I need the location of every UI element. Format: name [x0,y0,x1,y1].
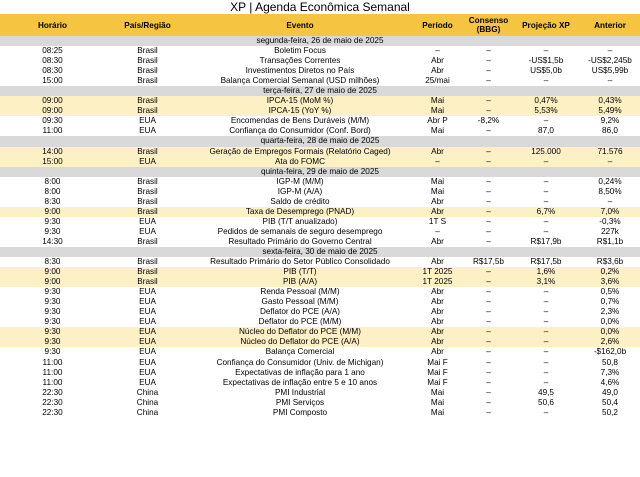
table-cell: – [512,177,580,187]
table-cell: 1T S [410,217,465,227]
table-cell: – [465,237,512,247]
day-header-row [0,247,640,257]
table-cell: 9:30 [0,327,105,337]
table-cell: 0,5% [580,287,640,297]
table-cell: IGP-M (A/A) [190,187,410,197]
table-cell: 1T 2025 [410,277,465,287]
table-cell: 6,7% [512,207,580,217]
table-cell: – [512,337,580,347]
table-cell: Abr [410,297,465,307]
table-cell: – [465,307,512,317]
table-cell: 1T 2025 [410,267,465,277]
table-cell: – [512,197,580,207]
table-cell: – [410,46,465,56]
table-cell: 11:00 [0,368,105,378]
table-row [0,347,640,357]
table-row [0,187,640,197]
column-header: Consenso (BBG) [465,14,512,36]
table-cell: Abr [410,347,465,357]
table-cell: R$3,6b [580,257,640,267]
table-cell: – [512,327,580,337]
table-cell: Encomendas de Bens Duráveis (M/M) [190,116,410,126]
table-cell: – [465,347,512,357]
table-cell: 3,6% [580,277,640,287]
table-cell: – [580,157,640,167]
table-cell: China [105,408,190,418]
table-cell: Brasil [105,207,190,217]
table-cell: Abr [410,317,465,327]
table-cell: EUA [105,126,190,136]
day-label: segunda-feira, 26 de maio de 2025 [0,36,640,46]
table-cell: EUA [105,227,190,237]
table-cell: – [512,368,580,378]
table-cell: Núcleo do Deflator do PCE (A/A) [190,337,410,347]
table-row [0,408,640,418]
table-cell: Mai [410,106,465,116]
table-cell: 09:00 [0,106,105,116]
table-cell: 9:30 [0,317,105,327]
day-label: sexta-feira, 30 de maio de 2025 [0,247,640,257]
table-row [0,177,640,187]
table-cell: 0,2% [580,267,640,277]
table-cell: 7,3% [580,368,640,378]
table-cell: Gasto Pessoal (M/M) [190,297,410,307]
day-header-row [0,36,640,46]
table-cell: 9:00 [0,207,105,217]
table-cell: EUA [105,327,190,337]
table-cell: Geração de Empregos Formais (Relatório Caged) [190,147,410,157]
table-cell: Núcleo do Deflator do PCE (M/M) [190,327,410,337]
table-cell: Mai F [410,378,465,388]
column-header: Anterior [580,14,640,36]
table-cell: – [465,388,512,398]
column-header: Projeção XP [512,14,580,36]
table-cell: Balança Comercial Semanal (USD milhões) [190,76,410,86]
table-cell: Brasil [105,66,190,76]
table-row [0,217,640,227]
table-cell: PMI Industrial [190,388,410,398]
table-cell: -8,2% [465,116,512,126]
table-row [0,106,640,116]
day-label: quinta-feira, 29 de maio de 2025 [0,167,640,177]
table-cell: Mai [410,187,465,197]
table-cell: Deflator do PCE (A/A) [190,307,410,317]
table-cell: 8:30 [0,257,105,267]
table-cell: EUA [105,358,190,368]
table-cell: Abr [410,207,465,217]
table-row [0,317,640,327]
table-cell: – [465,297,512,307]
table-cell: 9:30 [0,297,105,307]
table-cell: 09:00 [0,96,105,106]
table-cell: – [465,267,512,277]
table-cell: Brasil [105,147,190,157]
table-cell: -US$2,245b [580,56,640,66]
table-cell: Investimentos Diretos no País [190,66,410,76]
table-cell: 0,0% [580,327,640,337]
table-cell: Abr [410,327,465,337]
table-cell: 0,24% [580,177,640,187]
table-cell: EUA [105,157,190,167]
table-cell: Abr [410,237,465,247]
table-cell: IPCA-15 (MoM %) [190,96,410,106]
table-cell: 8,50% [580,187,640,197]
table-row [0,297,640,307]
table-cell: 25/mai [410,76,465,86]
table-row [0,277,640,287]
table-cell: Brasil [105,237,190,247]
table-cell: – [465,378,512,388]
table-cell: Brasil [105,177,190,187]
table-cell: – [465,217,512,227]
table-cell: Mai [410,126,465,136]
table-cell: – [512,317,580,327]
table-cell: Brasil [105,277,190,287]
table-cell: 11:00 [0,126,105,136]
table-row [0,368,640,378]
table-cell: – [512,287,580,297]
table-row [0,388,640,398]
table-cell: – [465,66,512,76]
table-cell: PIB (T/T) [190,267,410,277]
table-cell: Mai [410,177,465,187]
table-cell: 87,0 [512,126,580,136]
day-header-row [0,167,640,177]
table-cell: China [105,388,190,398]
table-cell: – [512,187,580,197]
table-cell: Expectativas de inflação para 1 ano [190,368,410,378]
table-cell: 2,3% [580,307,640,317]
table-cell: Mai F [410,368,465,378]
table-cell: 22:30 [0,408,105,418]
table-cell: PIB (T/T anualizado) [190,217,410,227]
table-cell: Abr [410,337,465,347]
column-header: Evento [190,14,410,36]
table-cell: Deflator do PCE (M/M) [190,317,410,327]
table-cell: 4,6% [580,378,640,388]
table-body [0,36,640,418]
table-cell: 15:00 [0,76,105,86]
table-cell: EUA [105,337,190,347]
table-cell: 9:30 [0,217,105,227]
table-cell: 50,6 [512,398,580,408]
table-cell: – [512,217,580,227]
table-cell: R$17,5b [512,257,580,267]
table-cell: Abr [410,287,465,297]
table-cell: Ata do FOMC [190,157,410,167]
table-row [0,257,640,267]
table-cell: EUA [105,116,190,126]
table-cell: – [465,126,512,136]
table-cell: 8:30 [0,197,105,207]
table-cell: – [580,76,640,86]
day-label: quarta-feira, 28 de maio de 2025 [0,136,640,146]
table-cell: – [512,116,580,126]
table-row [0,56,640,66]
table-row [0,287,640,297]
table-cell: – [512,157,580,167]
table-cell: – [465,368,512,378]
table-row [0,267,640,277]
table-cell: Transações Correntes [190,56,410,66]
table-cell: – [465,96,512,106]
table-cell: Saldo de crédito [190,197,410,207]
table-row [0,76,640,86]
table-cell: – [410,157,465,167]
table-cell: 86,0 [580,126,640,136]
table-cell: 08:25 [0,46,105,56]
table-cell: R$17,5b [465,257,512,267]
page-title: XP | Agenda Econômica Semanal [230,0,410,14]
table-cell: 9:00 [0,267,105,277]
table-cell: EUA [105,368,190,378]
table-cell: EUA [105,378,190,388]
table-cell: 22:30 [0,398,105,408]
table-cell: – [465,56,512,66]
table-cell: 14:00 [0,147,105,157]
table-cell: 9:00 [0,277,105,287]
table-row [0,327,640,337]
table-cell: PIB (A/A) [190,277,410,287]
table-cell: 227k [580,227,640,237]
table-cell: – [512,378,580,388]
table-header-row [0,14,640,36]
table-cell: EUA [105,297,190,307]
table-cell: – [580,197,640,207]
table-cell: 09:30 [0,116,105,126]
table-cell: 7,0% [580,207,640,217]
table-cell: 9:30 [0,287,105,297]
table-cell: 11:00 [0,378,105,388]
table-cell: – [465,46,512,56]
table-row [0,96,640,106]
table-cell: – [465,317,512,327]
table-cell: Brasil [105,257,190,267]
table-cell: Resultado Primário do Governo Central [190,237,410,247]
table-row [0,307,640,317]
table-cell: Brasil [105,197,190,207]
table-cell: 9:30 [0,227,105,237]
table-cell: Taxa de Desemprego (PNAD) [190,207,410,217]
table-row [0,66,640,76]
table-cell: 14:30 [0,237,105,247]
table-cell: Mai [410,398,465,408]
table-cell: 08:30 [0,56,105,66]
table-row [0,197,640,207]
table-cell: – [512,408,580,418]
table-cell: Abr [410,307,465,317]
table-cell: – [465,106,512,116]
table-cell: 0,7% [580,297,640,307]
table-cell: – [465,76,512,86]
table-cell: Renda Pessoal (M/M) [190,287,410,297]
table-cell: – [580,46,640,56]
table-cell: PMI Serviços [190,398,410,408]
column-header: Período [410,14,465,36]
table-cell: EUA [105,317,190,327]
table-cell: 125.000 [512,147,580,157]
table-row [0,46,640,56]
table-cell: – [512,347,580,357]
table-cell: Mai [410,388,465,398]
table-cell: IGP-M (M/M) [190,177,410,187]
table-cell: – [465,147,512,157]
table-cell: – [465,177,512,187]
table-cell: – [512,227,580,237]
column-header: Horário [0,14,105,36]
table-cell: China [105,398,190,408]
table-cell: R$17,9b [512,237,580,247]
table-cell: Mai [410,408,465,418]
table-row [0,157,640,167]
table-cell: 9:30 [0,347,105,357]
table-cell: – [465,358,512,368]
table-cell: Brasil [105,46,190,56]
table-cell: Brasil [105,96,190,106]
table-cell: EUA [105,307,190,317]
economic-agenda-table [0,14,640,418]
table-cell: – [465,327,512,337]
table-cell: IPCA-15 (YoY %) [190,106,410,116]
table-cell: -$162,0b [580,347,640,357]
table-cell: -US$1,5b [512,56,580,66]
table-cell: 49,5 [512,388,580,398]
table-cell: Brasil [105,267,190,277]
table-cell: US$5,0b [512,66,580,76]
table-cell: PMI Composto [190,408,410,418]
table-cell: – [512,46,580,56]
table-cell: 71.576 [580,147,640,157]
table-cell: 5,49% [580,106,640,116]
table-cell: 49,0 [580,388,640,398]
table-cell: EUA [105,287,190,297]
table-cell: 8:00 [0,177,105,187]
table-cell: 08:30 [0,66,105,76]
table-cell: Balança Comercial [190,347,410,357]
day-label: terça-feira, 27 de maio de 2025 [0,86,640,96]
table-cell: 5,53% [512,106,580,116]
table-cell: 22:30 [0,388,105,398]
table-cell: Abr [410,56,465,66]
table-cell: Confiança do Consumidor (Univ. de Michigan) [190,358,410,368]
table-cell: 9:30 [0,307,105,317]
table-cell: 11:00 [0,358,105,368]
table-cell: Boletim Focus [190,46,410,56]
table-cell: Expectativas de inflação entre 5 e 10 anos [190,378,410,388]
table-cell: US$5,99b [580,66,640,76]
table-cell: 3,1% [512,277,580,287]
table-cell: – [512,307,580,317]
table-cell: Brasil [105,76,190,86]
table-cell: – [465,207,512,217]
table-cell: – [465,337,512,347]
table-cell: 9:30 [0,337,105,347]
table-cell: Pedidos de semanais de seguro desemprego [190,227,410,237]
day-header-row [0,86,640,96]
table-cell: EUA [105,347,190,357]
table-cell: 9,2% [580,116,640,126]
table-cell: Confiança do Consumidor (Conf. Bord) [190,126,410,136]
table-cell: Resultado Primário do Setor Público Consolidado [190,257,410,267]
table-row [0,126,640,136]
table-cell: – [512,76,580,86]
table-cell: 50,8 [580,358,640,368]
table-row [0,337,640,347]
table-cell: – [465,287,512,297]
table-row [0,398,640,408]
table-cell: 50,2 [580,408,640,418]
table-row [0,378,640,388]
table-cell: – [410,227,465,237]
table-cell: 0,47% [512,96,580,106]
column-header: País/Região [105,14,190,36]
table-cell: 8:00 [0,187,105,197]
table-cell: – [465,408,512,418]
table-cell: -0,3% [580,217,640,227]
table-cell: Brasil [105,56,190,66]
table-cell: Brasil [105,106,190,116]
table-cell: – [465,227,512,237]
table-row [0,207,640,217]
table-cell: 1,6% [512,267,580,277]
table-cell: – [465,197,512,207]
table-cell: 0,43% [580,96,640,106]
table-cell: – [512,297,580,307]
table-cell: 0,0% [580,317,640,327]
table-cell: Brasil [105,187,190,197]
table-cell: – [465,157,512,167]
table-cell: Abr [410,257,465,267]
table-row [0,116,640,126]
table-row [0,227,640,237]
table-cell: Abr [410,66,465,76]
table-cell: 2,6% [580,337,640,347]
table-cell: – [465,277,512,287]
table-cell: Abr P [410,116,465,126]
table-row [0,237,640,247]
table-row [0,147,640,157]
table-cell: – [465,398,512,408]
table-cell: EUA [105,217,190,227]
table-cell: Mai F [410,358,465,368]
table-cell: 15:00 [0,157,105,167]
table-row [0,358,640,368]
day-header-row [0,136,640,146]
table-cell: Abr [410,197,465,207]
table-cell: – [512,358,580,368]
table-cell: – [465,187,512,197]
table-cell: Mai [410,96,465,106]
table-cell: Abr [410,147,465,157]
table-cell: R$1,1b [580,237,640,247]
table-cell: 50,4 [580,398,640,408]
